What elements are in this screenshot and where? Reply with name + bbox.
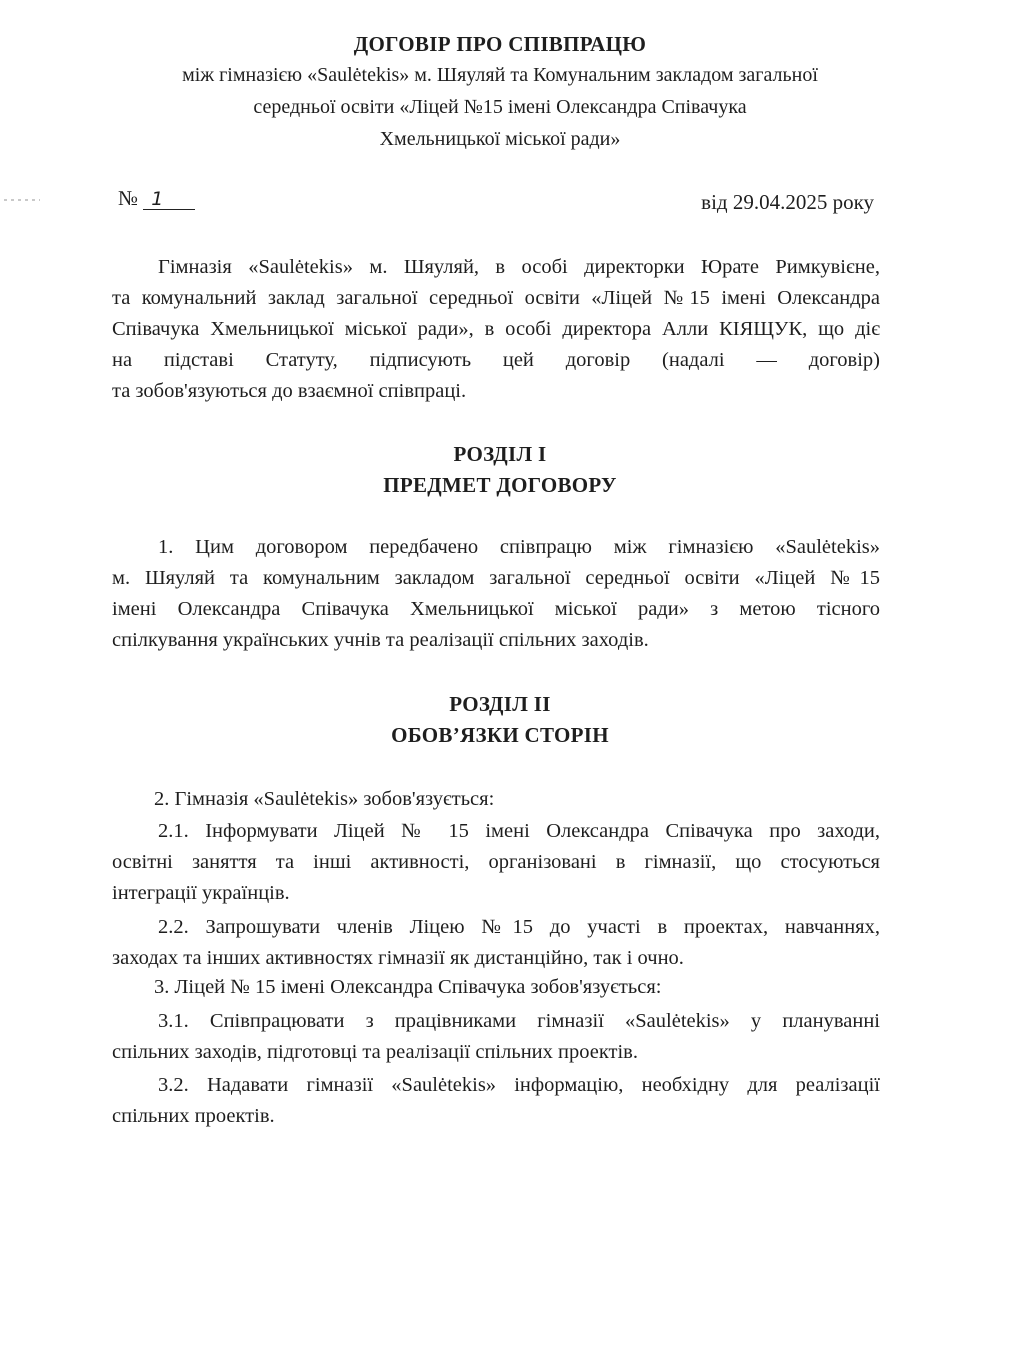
clause-1-line-3: імені Олександра Співачука Хмельницької міської ради» з метою тісного bbox=[112, 598, 880, 620]
contract-date: від 29.04.2025 року bbox=[701, 190, 874, 214]
clause-2-1-line-3: інтеграції українців. bbox=[112, 882, 290, 904]
intro-line-5: та зобов'язуються до взаємної співпраці. bbox=[112, 380, 467, 402]
clause-1-line-4: спілкування українських учнів та реалізації спільних заходів. bbox=[112, 629, 649, 651]
clause-1-paragraph bbox=[112, 532, 880, 656]
clause-3-2-line-1: 3.2. Надавати гімназії «Saulėtekis» інформацію, необхідну для реалізації bbox=[158, 1074, 880, 1096]
intro-line-4: на підставі Статуту, підписують цей договір (надалі — договір) bbox=[112, 349, 880, 371]
section-1-heading: РОЗДІЛ І bbox=[453, 442, 547, 466]
clause-2-intro: 2. Гімназія «Saulėtekis» зобов'язується: bbox=[154, 788, 495, 810]
clause-2-2-line-2: заходах та інших активностях гімназії як дистанційно, так і очно. bbox=[112, 947, 684, 969]
document-title: ДОГОВІР ПРО СПІВПРАЦЮ bbox=[353, 32, 647, 56]
clause-2-1-line-2: освітні заняття та інші активності, організовані в гімназії, що стосуються bbox=[112, 851, 880, 873]
clause-2-1-line-1: 2.1. Інформувати Ліцей № 15 імені Олександра Співачука про заходи, bbox=[158, 820, 880, 842]
subtitle-line-3: Хмельницької міської ради» bbox=[379, 128, 621, 150]
contract-number bbox=[118, 186, 195, 211]
scan-artifact-mark bbox=[4, 199, 40, 201]
clause-2-2-paragraph bbox=[112, 912, 880, 974]
clause-3-1-line-1: 3.1. Співпрацювати з працівниками гімназії «Saulėtekis» у плануванні bbox=[158, 1010, 880, 1032]
section-2-title: ОБОВ’ЯЗКИ СТОРІН bbox=[391, 723, 609, 747]
contract-number-value: 1 bbox=[143, 189, 195, 210]
section-2-heading: РОЗДІЛ ІІ bbox=[449, 692, 551, 716]
section-1-title: ПРЕДМЕТ ДОГОВОРУ bbox=[383, 473, 617, 497]
subtitle-line-2: середньої освіти «Ліцей №15 імені Олександра Співачука bbox=[253, 96, 747, 118]
intro-paragraph bbox=[112, 252, 880, 407]
intro-line-1: Гімназія «Saulėtekis» м. Шяуляй, в особі директорки Юрате Римкувієне, bbox=[158, 256, 880, 278]
clause-3-2-paragraph bbox=[112, 1070, 880, 1132]
intro-line-3: Співачука Хмельницької міської ради», в особі директора Алли КІЯЩУК, що діє bbox=[112, 318, 880, 340]
clause-3-intro: 3. Ліцей № 15 імені Олександра Співачука зобов'язується: bbox=[154, 976, 662, 998]
contract-number-label: № bbox=[118, 186, 139, 210]
clause-3-2-line-2: спільних проектів. bbox=[112, 1105, 275, 1127]
subtitle-line-1: між гімназією «Saulėtekis» м. Шяуляй та Комунальним закладом загальної bbox=[182, 64, 818, 86]
clause-1-line-2: м. Шяуляй та комунальним закладом загальної середньої освіти «Ліцей №15 bbox=[112, 567, 880, 589]
clause-2-1-paragraph bbox=[112, 816, 880, 909]
clause-1-line-1: 1. Цим договором передбачено співпрацю між гімназією «Saulėtekis» bbox=[158, 536, 880, 558]
clause-3-1-line-2: спільних заходів, підготовці та реалізації спільних проектів. bbox=[112, 1041, 638, 1063]
clause-3-1-paragraph bbox=[112, 1006, 880, 1068]
clause-2-2-line-1: 2.2. Запрошувати членів Ліцею №15 до участі в проектах, навчаннях, bbox=[158, 916, 880, 938]
intro-line-2: та комунальний заклад загальної середньої освіти «Ліцей №15 імені Олександра bbox=[112, 287, 880, 309]
